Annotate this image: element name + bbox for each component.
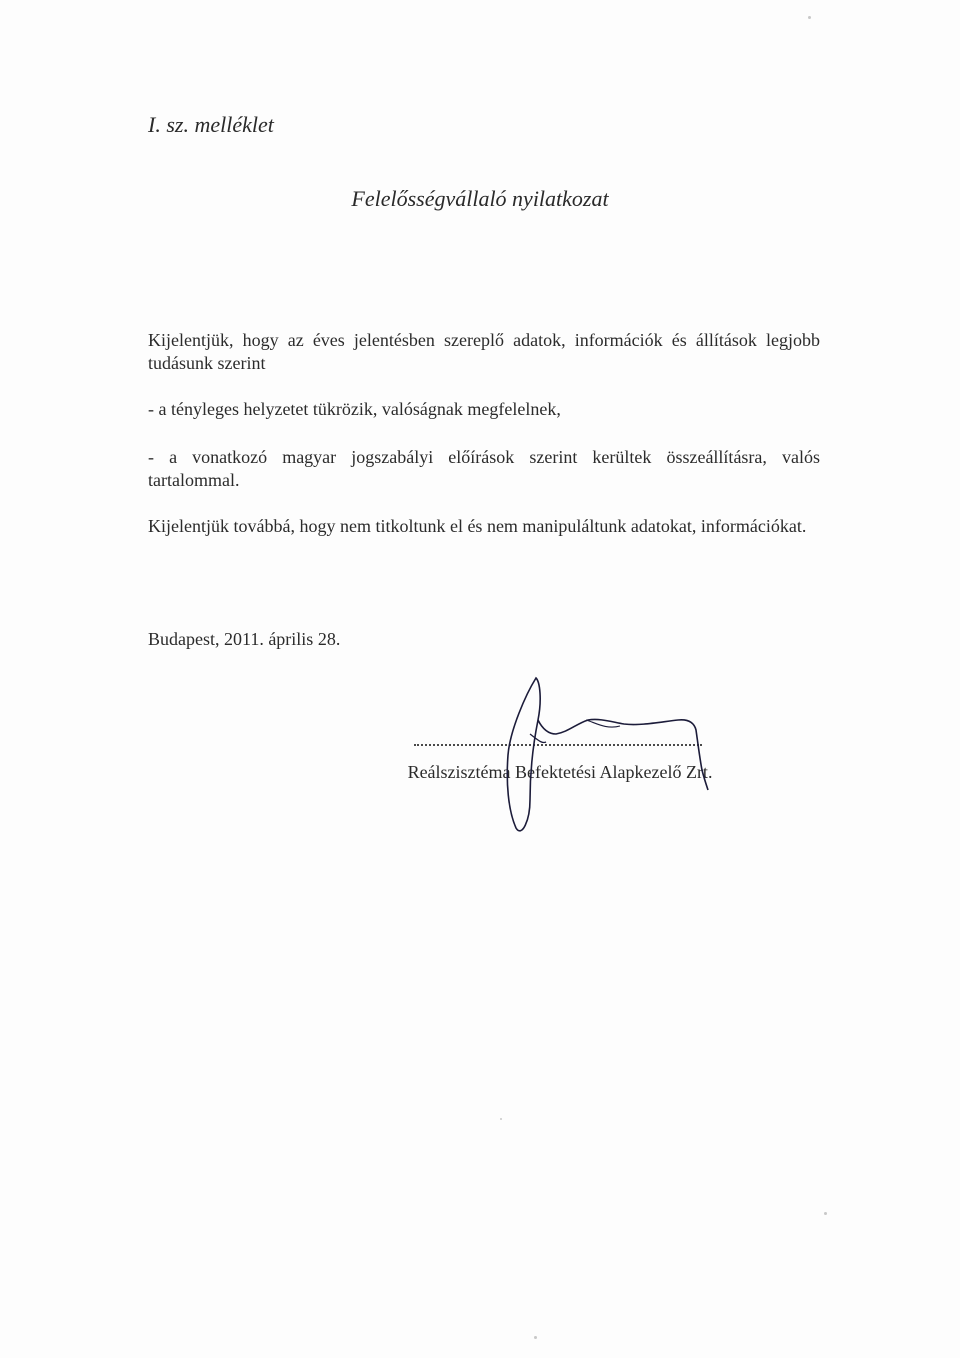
- place-date: Budapest, 2011. április 28.: [148, 629, 341, 649]
- scan-speck: [534, 1336, 537, 1339]
- scan-speck: [808, 16, 811, 19]
- paragraph-bullet-2: - a vonatkozó magyar jogszabályi előírások szerint kerültek összeállításra, valós tartalommal.: [148, 447, 820, 490]
- handwritten-signature: [490, 660, 730, 850]
- paragraph-further-declaration: Kijelentjük továbbá, hogy nem titkoltunk el és nem manipuláltunk adatokat, információkat.: [148, 516, 807, 536]
- scan-speck: [500, 1118, 502, 1120]
- paragraph-declaration: Kijelentjük, hogy az éves jelentésben szereplő adatok, információk és állítások legjobb tudásunk szerint: [148, 330, 820, 373]
- annex-label: I. sz. melléklet: [148, 112, 274, 137]
- scan-speck: [824, 1212, 827, 1215]
- document-title: Felelősségvállaló nyilatkozat: [351, 186, 609, 211]
- paragraph-bullet-1: - a tényleges helyzetet tükrözik, valóságnak megfelelnek,: [148, 399, 561, 419]
- signatory-name: Reálszisztéma Befektetési Alapkezelő Zrt.: [407, 762, 713, 782]
